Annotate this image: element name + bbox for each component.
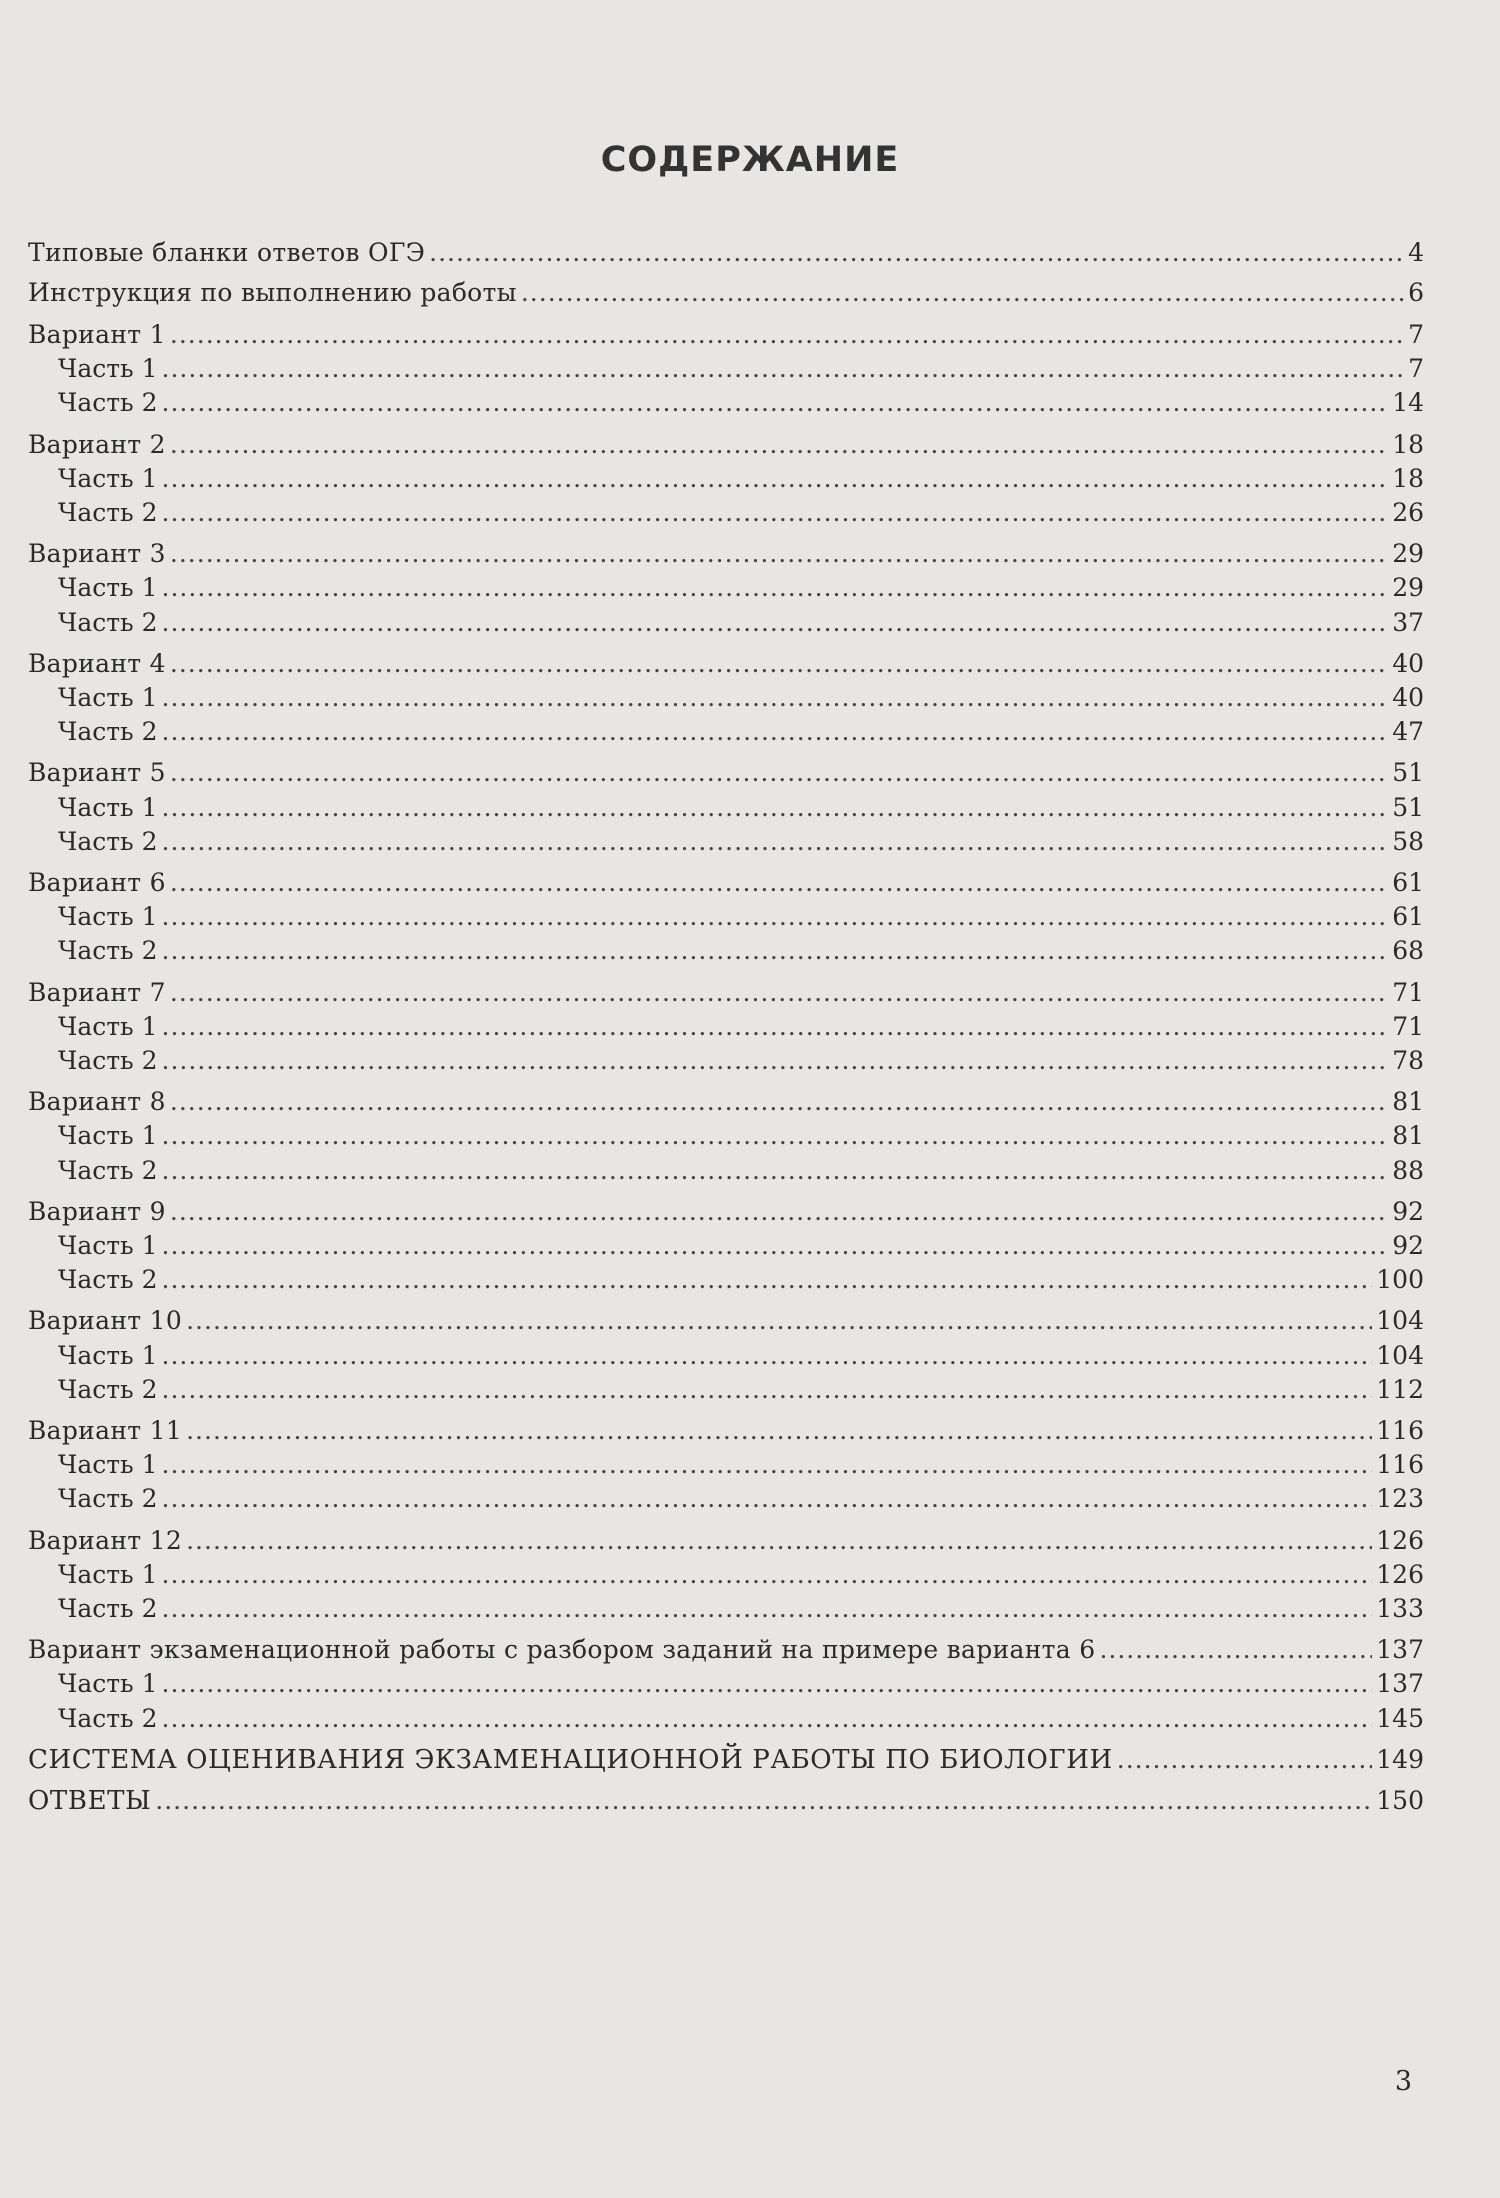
- toc-entry-label: Часть 1: [58, 683, 158, 712]
- dot-leader: [162, 791, 1389, 825]
- toc-entry: [28, 276, 1424, 310]
- toc-entry-page: 7: [1408, 354, 1424, 384]
- dot-leader: [162, 900, 1389, 934]
- toc-entry-label: Часть 2: [58, 1703, 158, 1733]
- toc-entry-label: Вариант 12: [28, 1525, 183, 1555]
- toc-entry-page: 47: [1392, 717, 1424, 747]
- toc-subentry: [58, 791, 1424, 825]
- toc-subentry: [58, 1119, 1424, 1153]
- toc-entry-page: 14: [1392, 388, 1424, 418]
- dot-leader: [429, 236, 1404, 270]
- toc-entry-page: 145: [1376, 1703, 1424, 1733]
- toc-entry-page: 150: [1376, 1786, 1424, 1815]
- dot-leader: [170, 318, 1404, 352]
- toc-subentry: [58, 1667, 1424, 1701]
- dot-leader: [162, 715, 1389, 749]
- toc-subentry: [58, 1044, 1424, 1078]
- toc-entry: [28, 1633, 1424, 1667]
- dot-leader: [155, 1784, 1372, 1818]
- toc-entry-page: 81: [1392, 1087, 1424, 1117]
- toc-entry-page: 6: [1408, 278, 1424, 307]
- toc-entry-label: Часть 2: [58, 607, 158, 637]
- toc-entry-label: Вариант 2: [28, 429, 166, 459]
- dot-leader: [162, 1667, 1373, 1701]
- dot-leader: [162, 1592, 1373, 1626]
- toc-entry-label: Вариант 5: [28, 758, 166, 788]
- toc-entry-page: 78: [1392, 1046, 1424, 1075]
- toc-entry-page: 88: [1392, 1155, 1424, 1185]
- dot-leader: [162, 571, 1389, 605]
- toc-subentry: [58, 1263, 1424, 1297]
- toc-entry-label: Часть 2: [58, 826, 158, 856]
- toc-entry-page: 137: [1376, 1669, 1424, 1699]
- dot-leader: [170, 976, 1388, 1010]
- toc-entry-page: 92: [1392, 1231, 1424, 1260]
- dot-leader: [162, 1044, 1389, 1078]
- toc-entry-label: Часть 2: [58, 936, 158, 966]
- toc-entry: [28, 756, 1424, 790]
- toc-entry-label: Часть 1: [58, 1559, 158, 1589]
- toc-subentry: [58, 462, 1424, 496]
- toc-entry-label: Часть 2: [58, 498, 158, 527]
- dot-leader: [170, 756, 1388, 790]
- toc-subentry: [58, 496, 1424, 530]
- toc-entry-page: 133: [1376, 1594, 1424, 1623]
- toc-entry-label: Часть 2: [58, 717, 158, 747]
- toc-entry-label: Часть 2: [58, 1155, 158, 1185]
- toc-entry-page: 40: [1392, 648, 1424, 678]
- toc-entry-page: 81: [1392, 1121, 1424, 1151]
- dot-leader: [162, 681, 1389, 715]
- toc-entry-label: Часть 1: [58, 1340, 158, 1370]
- toc-entry: [28, 1784, 1424, 1818]
- toc-subentry: [58, 715, 1424, 749]
- toc-entry: [28, 647, 1424, 681]
- toc-entry-page: 123: [1376, 1484, 1424, 1514]
- toc-entry: [28, 1414, 1424, 1448]
- dot-leader: [186, 1304, 1372, 1338]
- toc-entry: [28, 1743, 1424, 1777]
- toc-subentry: [58, 1448, 1424, 1482]
- toc-entry: [28, 1524, 1424, 1558]
- toc-entry-label: Вариант 9: [28, 1196, 166, 1226]
- toc-subentry: [58, 1010, 1424, 1044]
- dot-leader: [162, 496, 1389, 530]
- toc-entry: [28, 428, 1424, 462]
- toc-entry-label: Вариант 11: [28, 1416, 183, 1445]
- toc-entry-page: 51: [1392, 792, 1424, 822]
- toc-entry-label: Часть 1: [58, 1450, 158, 1480]
- toc-subentry: [58, 934, 1424, 968]
- toc-subentry: [58, 1373, 1424, 1407]
- toc-entry: [28, 236, 1424, 270]
- toc-entry-label: Вариант 8: [28, 1087, 166, 1117]
- toc-entry: [28, 866, 1424, 900]
- dot-leader: [162, 352, 1405, 386]
- toc-entry-page: 112: [1376, 1374, 1424, 1404]
- toc-subentry: [58, 352, 1424, 386]
- toc-entry-page: 104: [1376, 1306, 1424, 1336]
- toc-entry-page: 149: [1376, 1744, 1424, 1774]
- toc-entry-page: 126: [1376, 1525, 1424, 1555]
- toc-entry-label: Часть 1: [58, 463, 158, 493]
- toc-entry: [28, 1304, 1424, 1338]
- toc-entry-label: Часть 1: [58, 792, 158, 822]
- toc-entry-label: Типовые бланки ответов ОГЭ: [28, 238, 426, 267]
- toc-entry-label: Инструкция по выполнению работы: [28, 278, 517, 307]
- toc-entry-page: 71: [1392, 977, 1424, 1007]
- dot-leader: [162, 825, 1389, 859]
- toc-entry-page: 100: [1376, 1265, 1424, 1295]
- dot-leader: [1099, 1633, 1372, 1667]
- toc-subentry: [58, 900, 1424, 934]
- toc-subentry: [58, 1482, 1424, 1516]
- toc-entry-label: СИСТЕМА ОЦЕНИВАНИЯ ЭКЗАМЕНАЦИОННОЙ РАБОТЫ ПО БИОЛОГИИ: [28, 1744, 1113, 1775]
- toc-entry-label: Вариант 6: [28, 868, 166, 897]
- toc-entry-page: 126: [1376, 1559, 1424, 1589]
- dot-leader: [162, 606, 1389, 640]
- toc-entry-page: 29: [1392, 573, 1424, 603]
- toc-subentry: [58, 1558, 1424, 1592]
- page-number: 3: [1394, 2066, 1412, 2097]
- toc-entry-label: Часть 2: [58, 1594, 158, 1623]
- dot-leader: [162, 1119, 1389, 1153]
- toc-entry-page: 18: [1392, 429, 1424, 459]
- toc-subentry: [58, 1339, 1424, 1373]
- dot-leader: [170, 428, 1388, 462]
- toc-entry-label: Вариант 7: [28, 977, 166, 1007]
- toc-entry-page: 51: [1392, 758, 1424, 788]
- toc-entry-label: Часть 2: [58, 1265, 158, 1295]
- toc-subentry: [58, 1154, 1424, 1188]
- toc-entry-page: 92: [1392, 1196, 1424, 1226]
- toc-entry-page: 26: [1392, 498, 1424, 527]
- toc-entry-label: Часть 2: [58, 1484, 158, 1514]
- toc-entry-label: Часть 1: [58, 354, 158, 384]
- toc-subentry: [58, 606, 1424, 640]
- toc-entry: [28, 537, 1424, 571]
- toc-entry-label: Вариант 10: [28, 1306, 183, 1336]
- toc-entry-page: 104: [1376, 1340, 1424, 1370]
- dot-leader: [162, 1482, 1373, 1516]
- toc-entry-page: 116: [1376, 1416, 1424, 1445]
- toc-entry-page: 40: [1392, 683, 1424, 712]
- toc-entry-page: 18: [1392, 463, 1424, 493]
- dot-leader: [162, 462, 1389, 496]
- toc-entry: [28, 1195, 1424, 1229]
- dot-leader: [186, 1524, 1372, 1558]
- toc-entry-label: Часть 2: [58, 388, 158, 418]
- dot-leader: [170, 537, 1388, 571]
- dot-leader: [162, 1339, 1373, 1373]
- toc-entry-label: Часть 1: [58, 1121, 158, 1151]
- toc-subentry: [58, 1229, 1424, 1263]
- toc-entry-label: Вариант экзаменационной работы с разбором заданий на примере варианта 6: [28, 1635, 1096, 1665]
- page-title: СОДЕРЖАНИЕ: [600, 140, 900, 180]
- dot-leader: [170, 1195, 1388, 1229]
- toc-entry-page: 7: [1408, 320, 1424, 349]
- toc-entry-page: 4: [1408, 238, 1424, 267]
- dot-leader: [186, 1414, 1372, 1448]
- toc-entry-page: 137: [1376, 1635, 1424, 1665]
- toc-subentry: [58, 386, 1424, 420]
- toc-entry-page: 71: [1392, 1011, 1424, 1041]
- toc-entry-label: Часть 2: [58, 1374, 158, 1404]
- toc-entry-label: Вариант 1: [28, 320, 166, 349]
- dot-leader: [170, 866, 1388, 900]
- toc-entry: [28, 318, 1424, 352]
- toc-subentry: [58, 571, 1424, 605]
- toc-entry-page: 116: [1376, 1450, 1424, 1480]
- toc-entry-label: Часть 1: [58, 902, 158, 932]
- dot-leader: [162, 1558, 1373, 1592]
- toc-entry-page: 58: [1392, 826, 1424, 856]
- toc-subentry: [58, 825, 1424, 859]
- dot-leader: [162, 1263, 1373, 1297]
- toc-entry-page: 68: [1392, 936, 1424, 966]
- dot-leader: [170, 647, 1388, 681]
- dot-leader: [170, 1085, 1388, 1119]
- toc-entry-page: 37: [1392, 607, 1424, 637]
- dot-leader: [162, 1154, 1389, 1188]
- toc-entry-label: Часть 1: [58, 1669, 158, 1699]
- dot-leader: [162, 1702, 1373, 1736]
- dot-leader: [1117, 1743, 1373, 1777]
- dot-leader: [162, 1010, 1389, 1044]
- toc-entry-label: Часть 2: [58, 1046, 158, 1075]
- toc-subentry: [58, 681, 1424, 715]
- dot-leader: [162, 386, 1389, 420]
- dot-leader: [162, 1373, 1373, 1407]
- toc-entry-label: Часть 1: [58, 573, 158, 603]
- toc-entry-page: 61: [1392, 868, 1424, 897]
- dot-leader: [521, 276, 1404, 310]
- toc-subentry: [58, 1702, 1424, 1736]
- toc-entry: [28, 976, 1424, 1010]
- dot-leader: [162, 1448, 1373, 1482]
- toc-entry-label: Часть 1: [58, 1011, 158, 1041]
- toc-entry-label: Часть 1: [58, 1231, 158, 1260]
- toc-entry-label: Вариант 4: [28, 648, 166, 678]
- toc-entry-label: Вариант 3: [28, 539, 166, 569]
- toc-entry-label: ОТВЕТЫ: [28, 1786, 152, 1816]
- toc-subentry: [58, 1592, 1424, 1626]
- dot-leader: [162, 934, 1389, 968]
- dot-leader: [162, 1229, 1389, 1263]
- toc-entry-page: 29: [1392, 539, 1424, 569]
- toc-entry-page: 61: [1392, 902, 1424, 932]
- toc-entry: [28, 1085, 1424, 1119]
